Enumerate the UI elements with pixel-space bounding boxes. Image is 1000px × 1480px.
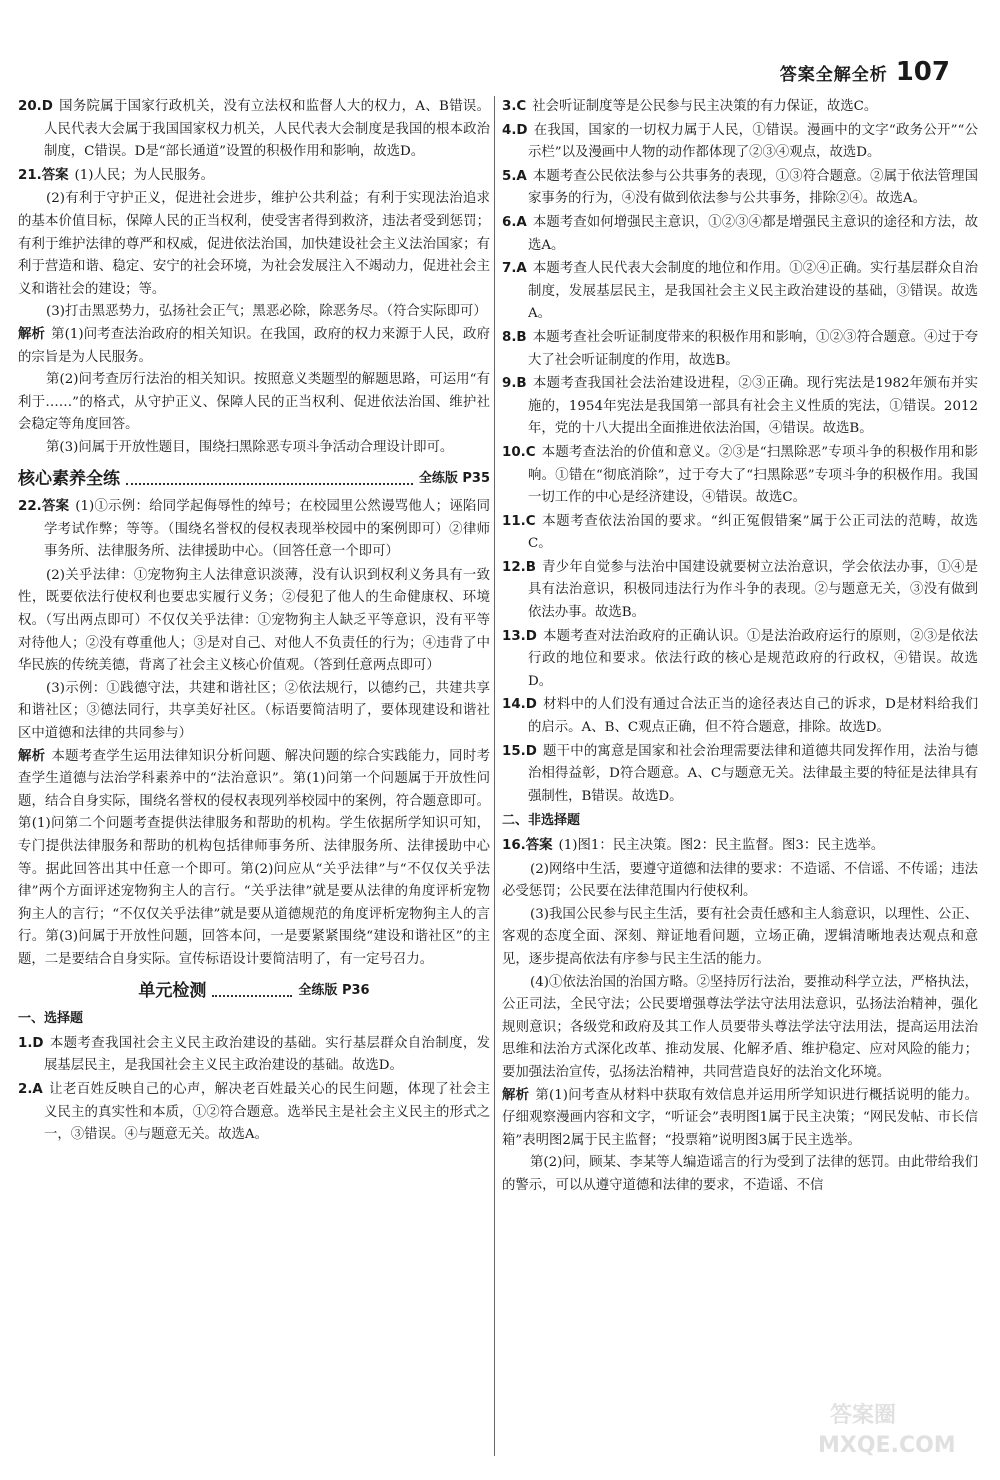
analysis-paragraph: 第(2)问考查厉行法治的相关知识。按照意义类题型的解题思路，可运用“有利于……”的格式，从守护正义、保障人民的正当权利、促进依法治国、维护社会稳定等角度回答。 bbox=[18, 372, 490, 433]
answer-text: 本题考查我国社会法治建设进程，②③正确。现行宪法是1982年颁布并实施的，1954年宪法是我国第一部具有社会主义性质的宪法，①错误。2012年，党的十八大提出全面推进依法治国，④错误。故选B。 bbox=[528, 376, 978, 437]
section-ref: 全练版 P36 bbox=[298, 982, 370, 998]
answer-item-14 bbox=[502, 694, 978, 739]
analysis-paragraph bbox=[502, 1085, 978, 1153]
watermark-text-cn: 答案圈 bbox=[830, 1403, 897, 1428]
analysis-paragraph bbox=[18, 746, 490, 972]
answer-paragraph: (3)打击黑恶势力，弘扬社会正气；黑恶必除，除恶务尽。（符合实际即可） bbox=[46, 304, 487, 320]
section-header-core bbox=[18, 468, 490, 491]
watermark-text-en: MXQE.COM bbox=[818, 1433, 956, 1458]
answer-number: 1.D bbox=[18, 1035, 44, 1051]
answer-number: 20.D bbox=[18, 99, 53, 114]
answer-paragraph: (2)网络中生活，要遵守道德和法律的要求：不造谣、不信谣、不传谣；违法必受惩罚；公民要在法律范围内行使权利。 bbox=[502, 861, 978, 900]
answer-number: 10.C bbox=[502, 444, 536, 460]
answer-text: 在我国，国家的一切权力属于人民，①错误。漫画中的文字“政务公开”“公示栏”以及漫画中人物的动作都体现了②③④观点，故选D。 bbox=[528, 122, 978, 161]
answer-text: 社会听证制度等是公民参与民主决策的有力保证，故选C。 bbox=[532, 99, 878, 114]
answer-paragraph: (2)关乎法律：①宠物狗主人法律意识淡薄，没有认识到权利义务具有一致性，既要依法行使权利也要忠实履行义务；②侵犯了他人的生命健康权、环境权。（写出两点即可）不仅仅关乎法律：①宠物狗主人缺乏平等意识，没有平等对待他人；②没有尊重他人；③是对自己、对他人不负责任的行为；④违背了中华民族的传统美德，背离了社会主义核心价值观。（答到任意两点即可） bbox=[18, 567, 490, 674]
page-header bbox=[780, 52, 950, 92]
answer-item-5 bbox=[502, 166, 978, 211]
answer-number: 4.D bbox=[502, 122, 528, 138]
answer-text: 题干中的寓意是国家和社会治理需要法律和道德共同发挥作用，法治与德治相得益彰，D符合题意。A、C与题意无关。法律最主要的特征是法律具有强制性，B错误。故选D。 bbox=[528, 743, 978, 804]
answer-number: 16.答案 bbox=[502, 838, 553, 853]
answer-item-9 bbox=[502, 373, 978, 441]
answer-item-13 bbox=[502, 626, 978, 694]
answer-text: (1)图1：民主决策。图2：民主监督。图3：民主选举。 bbox=[558, 838, 885, 853]
answer-paragraph: (3)我国公民参与民主生活，要有社会责任感和主人翁意识，以理性、公正、客观的态度全面、深刻、辩证地看问题，立场正确，逻辑清晰地表达观点和意见，逐步提高依法有序参与民主生活的能力。 bbox=[502, 906, 978, 967]
answer-item-6 bbox=[502, 212, 978, 257]
analysis-paragraph bbox=[18, 324, 490, 369]
answer-item-15 bbox=[502, 741, 978, 809]
page-number: 107 bbox=[895, 57, 950, 87]
answer-number: 13.D bbox=[502, 628, 537, 644]
answer-item-20 bbox=[18, 96, 490, 164]
answer-text: (1)①示例：给同学起侮辱性的绰号；在校园里公然谩骂他人；诬陷同学考试作弊；等等。（围绕名誉权的侵权表现举校园中的案例即可）②律师事务所、法律服务所、法律援助中心。（回答任意一个即可） bbox=[44, 499, 490, 560]
section-dots bbox=[212, 985, 292, 997]
answer-number: 21.答案 bbox=[18, 167, 69, 183]
header-title: 答案全解全析 bbox=[779, 64, 888, 85]
section-ref: 全练版 P35 bbox=[418, 470, 490, 486]
section-title: 单元检测 bbox=[138, 980, 207, 1001]
answer-number: 15.D bbox=[502, 743, 537, 759]
answer-item-1 bbox=[18, 1033, 490, 1078]
answer-number: 22.答案 bbox=[18, 499, 70, 515]
section-header-unit-test bbox=[18, 980, 490, 1003]
answer-number: 3.C bbox=[502, 99, 527, 114]
answer-text: 本题考查社会听证制度带来的积极作用和影响，①②③符合题意。④过于夸大了社会听证制度的作用，故选B。 bbox=[528, 329, 978, 368]
answer-text: 本题考查依法治国的要求。“纠正冤假错案”属于公正司法的范畴，故选C。 bbox=[528, 513, 978, 552]
answer-item-11 bbox=[502, 511, 978, 556]
answer-text: 本题考查公民依法参与公共事务的表现，①③符合题意。②属于依法管理国家事务的行为，④没有做到依法参与公共事务，排除②④。故选A。 bbox=[528, 168, 978, 207]
answer-number: 5.A bbox=[502, 168, 527, 184]
analysis-text: 第(1)问考查法治政府的相关知识。在我国，政府的权力来源于人民，政府的宗旨是为人民服务。 bbox=[18, 326, 490, 365]
analysis-paragraph: 第(2)问，顾某、李某等人编造谣言的行为受到了法律的惩罚。由此带给我们的警示，可以从遵守道德和法律的要求，不造谣、不信 bbox=[502, 1155, 978, 1193]
right-column bbox=[502, 96, 978, 1198]
answer-paragraph: (3)示例：①践德守法，共建和谐社区；②依法规行，以德约己，共建共享和谐社区；③德法同行，共享美好社区。（标语要简洁明了，要体现建设和谐社区中道德和法律的共同参与） bbox=[18, 680, 490, 742]
answer-number: 12.B bbox=[502, 559, 536, 575]
answer-text: 本题考查对法治政府的正确认识。①是法治政府运行的原则，②③是依法行政的地位和要求。依法行政的核心是规范政府的行政权，④错误。故选D。 bbox=[528, 628, 978, 689]
answer-text: 本题考查我国社会主义民主政治建设的基础。实行基层群众自治制度，发展基层民主，是我国社会主义民主政治建设的基础。故选D。 bbox=[44, 1035, 490, 1074]
answer-text: (1)人民；为人民服务。 bbox=[74, 167, 214, 183]
analysis-label: 解析 bbox=[502, 1087, 530, 1103]
answer-number: 8.B bbox=[502, 329, 527, 345]
answer-item-22 bbox=[18, 496, 490, 564]
answer-text: 材料中的人们没有通过合法正当的途径表达自己的诉求，D是材料给我们的启示。A、B、C观点正确，但不符合题意，排除。故选D。 bbox=[528, 697, 978, 736]
answer-text: 让老百姓反映自己的心声，解决老百姓最关心的民生问题，体现了社会主义民主的真实性和本质，①②符合题意。选举民主是社会主义民主的形式之一，③错误。④与题意无关。故选A。 bbox=[44, 1081, 490, 1143]
nonchoice-section-heading: 二、非选择题 bbox=[502, 813, 581, 829]
answer-paragraph: (2)有利于守护正义，促进社会进步，维护公共利益；有利于实现法治追求的基本价值目标，保障人民的正当权利，使受害者得到救济，违法者受到惩罚；有利于维护法律的尊严和权威，促进依法治国，加快建设社会主义法治国家；有利于营造和谐、稳定、安宁的社会环境，为社会发展注入不竭动力，促进社会主义和谐社会的建设；等。 bbox=[18, 191, 490, 297]
answer-item-2 bbox=[18, 1079, 490, 1147]
answer-item-8 bbox=[502, 327, 978, 372]
watermark-logo bbox=[810, 1390, 980, 1460]
analysis-label: 解析 bbox=[18, 748, 46, 764]
analysis-paragraph: 第(3)问属于开放性题目，围绕扫黑除恶专项斗争活动合理设计即可。 bbox=[46, 439, 454, 455]
analysis-label: 解析 bbox=[18, 326, 46, 342]
answer-item-4 bbox=[502, 120, 978, 165]
analysis-text: 本题考查学生运用法律知识分析问题、解决问题的综合实践能力，同时考查学生道德与法治学科素养中的“法治意识”。第(1)问第一个问题属于开放性问题，结合自身实际，围绕名誉权的侵权表现列举校园中的案例，符合题意即可。第(1)问第二个问题考查提供法律服务和帮助的机构。学生依据所学知识可知，专门提供法律服务和帮助的机构包括律师事务所、法律服务所、法律援助中心等。据此回答出其中任意一个即可。第(2)问应从“关乎法律”与“不仅仅关乎法律”两个方面评述宠物狗主人的言行。“关乎法律”就是要从法律的角度评析宠物狗主人的言行；“不仅仅关乎法律”就是要从道德规范的角度评析宠物狗主人的言行。第(3)问属于开放性问题，回答本问，一是要紧紧围绕“建设和谐社区”的主题，二是要结合自身实际。宣传标语设计要简洁明了，有一定号召力。 bbox=[18, 748, 491, 967]
answer-number: 7.A bbox=[502, 261, 527, 277]
answer-item-3 bbox=[502, 96, 978, 119]
answer-number: 9.B bbox=[502, 376, 527, 392]
answer-paragraph: (4)①依法治国的治国方略。②坚持厉行法治，要推动科学立法，严格执法，公正司法，全民守法；公民要增强尊法学法守法用法意识，弘扬法治精神，强化规则意识；各级党和政府及其工作人员要带头尊法学法守法用法，提高运用法治思维和法治方式深化改革、推动发展、化解矛盾、维护稳定、应对风险的能力；要加强法治宣传，弘扬法治精神，共同营造良好的法治文化环境。 bbox=[502, 974, 978, 1080]
answer-item-21 bbox=[18, 165, 490, 188]
answer-text: 青少年自觉参与法治中国建设就要树立法治意识，学会依法办事，①④是具有法治意识，积极同违法行为作斗争的表现。②与题意无关，③没有做到依法办事。故选B。 bbox=[528, 559, 978, 621]
left-column bbox=[18, 96, 490, 1148]
answer-item-16 bbox=[502, 835, 978, 858]
answer-number: 14.D bbox=[502, 697, 537, 713]
column-divider bbox=[494, 96, 495, 1456]
answer-text: 本题考查如何增强民主意识，①②③④都是增强民主意识的途径和方法，故选A。 bbox=[528, 214, 978, 253]
answer-number: 11.C bbox=[502, 513, 536, 529]
answer-text: 本题考查人民代表大会制度的地位和作用。①②④正确。实行基层群众自治制度，发展基层民主，是我国社会主义民主政治建设的基础，③错误。故选A。 bbox=[528, 261, 978, 322]
choice-section-heading: 一、选择题 bbox=[18, 1011, 84, 1027]
answer-item-7 bbox=[502, 258, 978, 326]
answer-number: 2.A bbox=[18, 1081, 43, 1097]
answer-number: 6.A bbox=[502, 214, 527, 230]
analysis-text: 第(1)问考查从材料中获取有效信息并运用所学知识进行概括说明的能力。仔细观察漫画内容和文字，“听证会”表明图1属于民主决策；“网民发帖、市长信箱”表明图2属于民主监督；“投票箱”说明图3属于民主选举。 bbox=[502, 1087, 979, 1148]
section-title: 核心素养全练 bbox=[18, 468, 120, 489]
answer-item-10 bbox=[502, 442, 978, 510]
section-dots bbox=[126, 473, 413, 485]
answer-item-12 bbox=[502, 557, 978, 625]
answer-text: 本题考查法治的价值和意义。②③是“扫黑除恶”专项斗争的积极作用和影响。①错在“彻底消除”，过于夸大了“扫黑除恶”专项斗争的积极作用。我国一切工作的中心是经济建设，④错误。故选C。 bbox=[528, 444, 978, 506]
answer-text: 国务院属于国家行政机关，没有立法权和监督人大的权力，A、B错误。人民代表大会属于我国国家权力机关，人民代表大会制度是我国的根本政治制度，C错误。D是“部长通道”设置的积极作用和影响，故选D。 bbox=[44, 99, 490, 160]
